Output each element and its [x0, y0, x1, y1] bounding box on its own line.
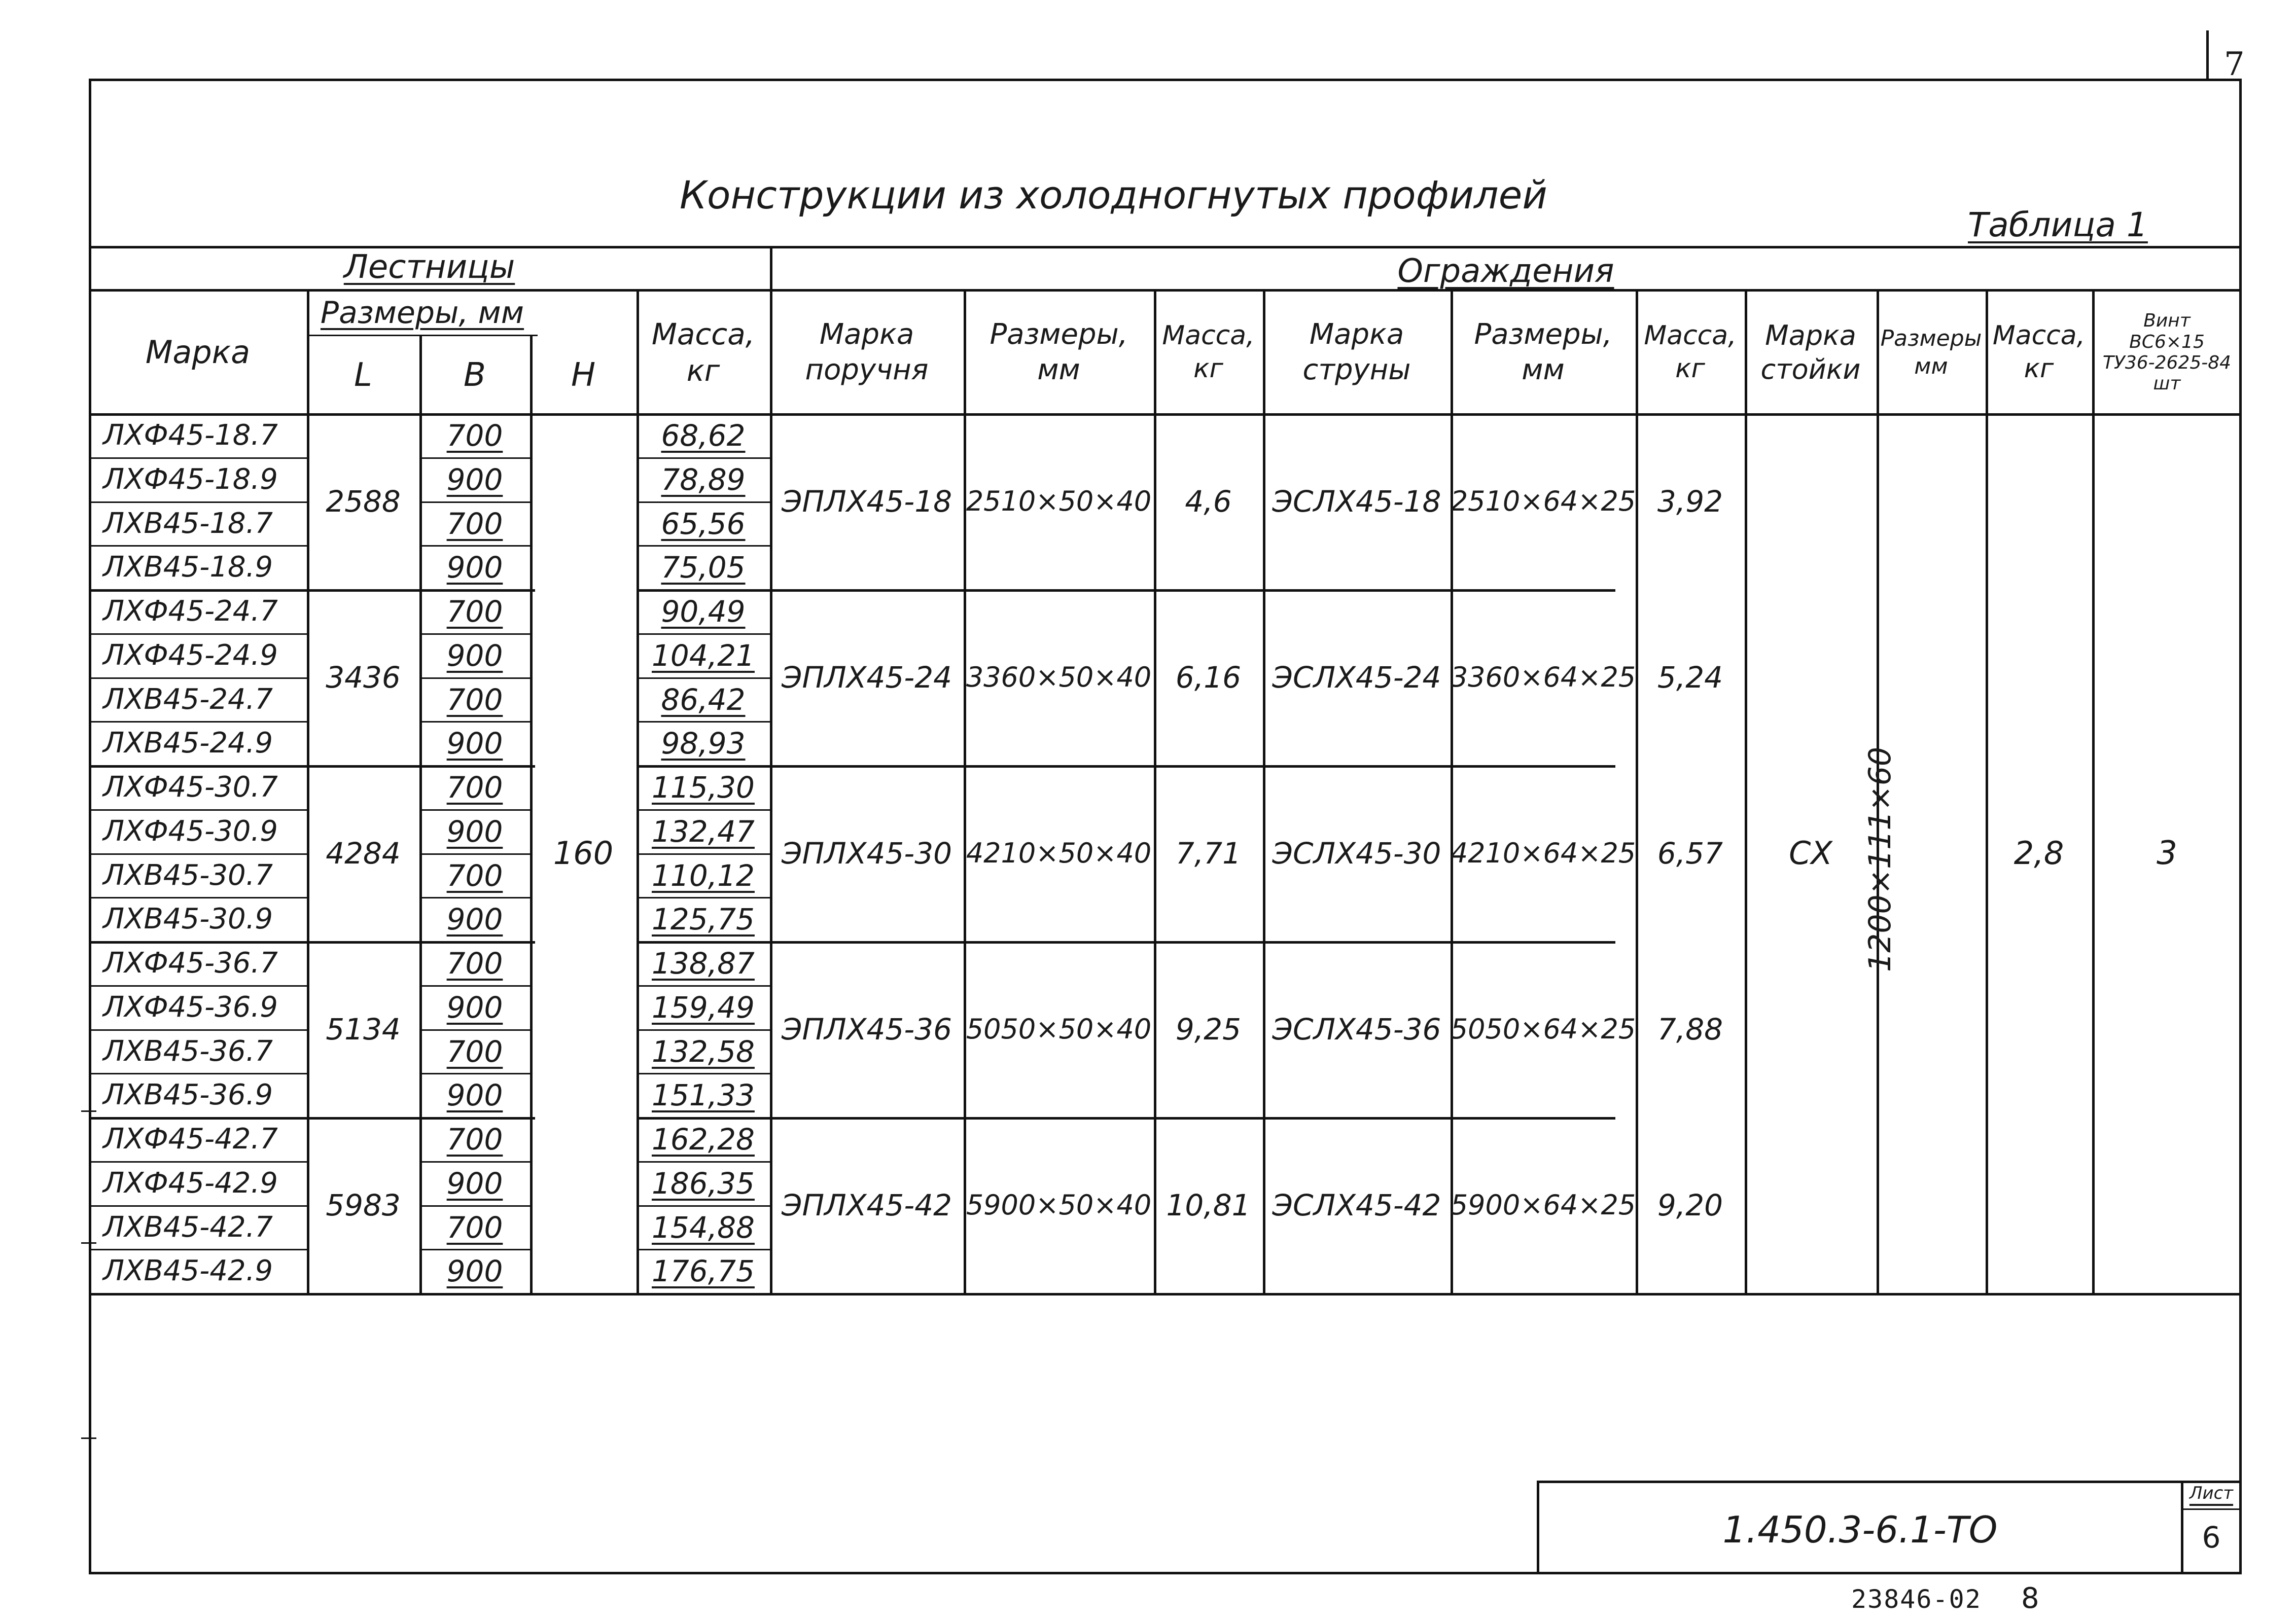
cell-b: 700: [446, 682, 503, 717]
col-header-dims: Размеры, мм: [320, 295, 524, 331]
cell-mark: ЛХВ45-42.7: [103, 1211, 273, 1244]
cell-mass: 98,93: [661, 726, 746, 761]
cell-post-dims: 1200×111×60: [1862, 746, 1898, 972]
cell-string-mark: ЭСЛХ45-36: [1272, 1012, 1441, 1047]
cell-mark: ЛХВ45-30.9: [103, 903, 273, 935]
cell-mass: 132,58: [652, 1034, 755, 1069]
cell-mark: ЛХФ45-42.9: [103, 1167, 278, 1200]
cell-mark: ЛХВ45-42.9: [103, 1254, 273, 1287]
col-header-h: H: [571, 356, 596, 394]
cell-b: 900: [446, 1166, 503, 1201]
cell-mass: 86,42: [661, 682, 746, 717]
cell-b: 700: [446, 506, 503, 541]
col-header-rail-mass: Масса, кг: [1162, 320, 1255, 384]
cell-mark: ЛХВ45-30.7: [103, 859, 273, 892]
cell-screw-count: 3: [2157, 834, 2177, 872]
cell-string-dims: 2510×64×25: [1450, 485, 1636, 517]
cell-b: 700: [446, 858, 503, 893]
cell-mark: ЛХФ45-36.9: [103, 991, 278, 1024]
footer-page: 8: [2021, 1582, 2039, 1615]
cell-mark: ЛХФ45-42.7: [103, 1123, 278, 1156]
cell-mass: 68,62: [661, 418, 746, 453]
group-header-fences: Ограждения: [1397, 253, 1614, 290]
cell-rail-dims: 3360×50×40: [966, 661, 1152, 693]
col-header-string-mark: Марка струны: [1302, 318, 1411, 386]
cell-l-length: 5134: [326, 1012, 401, 1047]
cell-rail-mark: ЭПЛХ45-42: [782, 1187, 952, 1222]
cell-mass: 115,30: [652, 770, 755, 805]
cell-string-mass: 5,24: [1657, 660, 1723, 695]
col-header-string-mass: Масса, кг: [1644, 320, 1737, 384]
cell-mass: 154,88: [652, 1210, 755, 1245]
cell-rail-mass: 7,71: [1175, 836, 1242, 871]
cell-mark: ЛХВ45-24.9: [103, 727, 273, 760]
cell-mass: 65,56: [661, 506, 746, 541]
cell-mark: ЛХВ45-18.9: [103, 551, 273, 584]
col-header-post-mark: Марка стойки: [1760, 319, 1861, 385]
cell-l-length: 2588: [326, 484, 401, 519]
cell-b: 900: [446, 1077, 503, 1112]
cell-rail-mark: ЭПЛХ45-30: [782, 836, 952, 871]
cell-mark: ЛХВ45-18.7: [103, 507, 273, 540]
corner-sheet-number: 7: [2224, 46, 2245, 83]
cell-string-mark: ЭСЛХ45-30: [1272, 836, 1441, 871]
cell-b: 700: [446, 594, 503, 629]
col-header-rail-mark: Марка поручня: [805, 318, 929, 386]
cell-string-mark: ЭСЛХ45-24: [1272, 660, 1441, 695]
cell-b: 700: [446, 418, 503, 453]
cell-rail-mass: 4,6: [1185, 484, 1232, 519]
col-header-post-dims: Размеры мм: [1880, 326, 1982, 379]
cell-b: 900: [446, 814, 503, 849]
cell-mass: 75,05: [661, 550, 746, 585]
cell-rail-mark: ЭПЛХ45-18: [782, 484, 952, 519]
cell-rail-mass: 9,25: [1175, 1012, 1242, 1047]
col-header-post-mass: Масса, кг: [1992, 320, 2086, 384]
cell-b: 900: [446, 550, 503, 585]
cell-b: 700: [446, 946, 503, 981]
cell-mass: 159,49: [652, 990, 755, 1025]
cell-b: 900: [446, 726, 503, 761]
cell-mass: 90,49: [661, 594, 746, 629]
cell-b: 700: [446, 770, 503, 805]
cell-string-mass: 3,92: [1657, 484, 1723, 519]
sheet-number: 6: [2202, 1520, 2221, 1555]
cell-b: 900: [446, 902, 503, 937]
col-header-l: L: [354, 356, 372, 394]
cell-mass: 104,21: [652, 638, 755, 673]
cell-mass: 132,47: [652, 814, 755, 849]
cell-rail-dims: 2510×50×40: [966, 485, 1152, 517]
cell-mark: ЛХФ45-30.7: [103, 771, 278, 804]
cell-mark: ЛХВ45-24.7: [103, 683, 273, 716]
cell-mark: ЛХФ45-36.7: [103, 947, 278, 980]
col-header-mark: Марка: [145, 334, 251, 371]
cell-mark: ЛХФ45-24.7: [103, 595, 278, 628]
cell-b: 700: [446, 1122, 503, 1157]
cell-mass: 176,75: [652, 1253, 755, 1288]
cell-b: 900: [446, 990, 503, 1025]
cell-rail-mark: ЭПЛХ45-36: [782, 1012, 952, 1047]
cell-string-mass: 9,20: [1657, 1187, 1723, 1222]
cell-string-mark: ЭСЛХ45-18: [1272, 484, 1441, 519]
col-header-screw: Винт ВС6×15 ТУ36-2625-84 шт: [2102, 310, 2232, 394]
cell-mass: 162,28: [652, 1122, 755, 1157]
doc-code: 1.450.3-6.1-ТО: [1722, 1508, 1998, 1551]
cell-mass: 78,89: [661, 462, 746, 497]
cell-b: 700: [446, 1034, 503, 1069]
cell-mark: ЛХФ45-30.9: [103, 815, 278, 848]
cell-mass: 151,33: [652, 1077, 755, 1112]
cell-b: 900: [446, 462, 503, 497]
cell-string-mark: ЭСЛХ45-42: [1272, 1187, 1441, 1222]
corner-divider: [2206, 30, 2209, 81]
cell-rail-mark: ЭПЛХ45-24: [782, 660, 952, 695]
col-header-rail-dims: Размеры, мм: [990, 318, 1128, 386]
cell-b: 900: [446, 1253, 503, 1288]
group-header-ladders: Лестницы: [343, 248, 515, 286]
cell-mark: ЛХФ45-18.9: [103, 463, 278, 496]
footer-code: 23846-02: [1851, 1585, 1982, 1614]
cell-mark: ЛХФ45-24.9: [103, 639, 278, 672]
cell-string-dims: 5900×64×25: [1450, 1189, 1636, 1221]
cell-mark: ЛХВ45-36.9: [103, 1078, 273, 1111]
cell-post-mass: 2,8: [2014, 835, 2064, 872]
cell-l-length: 5983: [326, 1187, 401, 1222]
cell-mass: 125,75: [652, 902, 755, 937]
cell-b: 700: [446, 1210, 503, 1245]
cell-mass: 138,87: [652, 946, 755, 981]
cell-mark: ЛХВ45-36.7: [103, 1035, 273, 1068]
page-title: Конструкции из холодногнутых профилей: [680, 172, 1547, 218]
sheet-label: Лист: [2189, 1483, 2234, 1503]
cell-string-dims: 3360×64×25: [1450, 661, 1636, 693]
cell-l-length: 3436: [326, 660, 401, 695]
col-header-b: B: [464, 356, 486, 394]
cell-post-mark: СХ: [1789, 835, 1832, 872]
cell-b: 900: [446, 638, 503, 673]
cell-string-mass: 6,57: [1657, 836, 1723, 871]
cell-string-dims: 4210×64×25: [1450, 837, 1636, 869]
cell-mark: ЛХФ45-18.7: [103, 419, 278, 452]
cell-string-mass: 7,88: [1657, 1012, 1723, 1047]
cell-l-length: 4284: [326, 836, 401, 871]
cell-rail-dims: 5900×50×40: [966, 1189, 1152, 1221]
cell-h-common: 160: [553, 835, 614, 872]
col-header-mass: Масса, кг: [651, 316, 755, 388]
cell-rail-dims: 5050×50×40: [966, 1013, 1152, 1045]
cell-rail-dims: 4210×50×40: [966, 837, 1152, 869]
table-label: Таблица 1: [1968, 205, 2148, 244]
cell-mass: 186,35: [652, 1166, 755, 1201]
cell-rail-mass: 6,16: [1175, 660, 1242, 695]
col-header-string-dims: Размеры, мм: [1474, 318, 1612, 386]
cell-string-dims: 5050×64×25: [1450, 1013, 1636, 1045]
cell-rail-mass: 10,81: [1166, 1187, 1251, 1222]
cell-mass: 110,12: [652, 858, 755, 893]
